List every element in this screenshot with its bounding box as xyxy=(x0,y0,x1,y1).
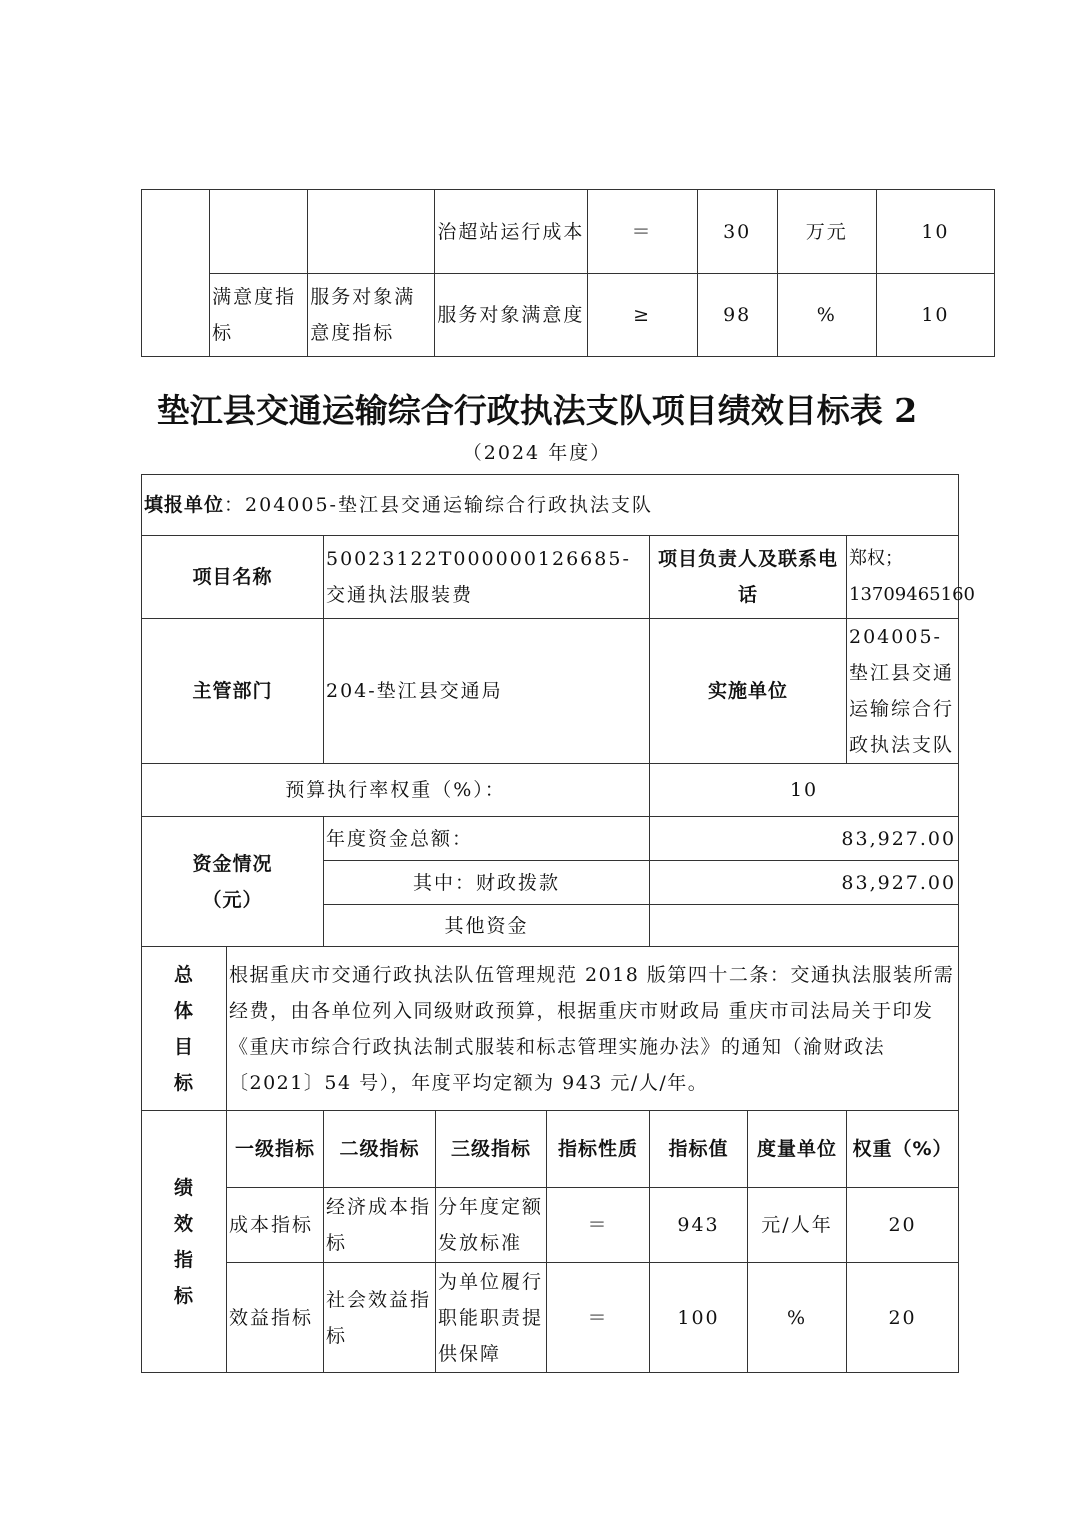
first-indicator: 效益指标 xyxy=(227,1263,324,1373)
second-indicator: 社会效益指标 xyxy=(324,1263,436,1373)
second-indicator: 经济成本指标 xyxy=(324,1188,436,1263)
contact-label: 项目负责人及联系电话 xyxy=(650,536,847,619)
table-row xyxy=(142,764,959,817)
perf-label-char: 效 xyxy=(173,1212,194,1235)
performance-table xyxy=(141,474,975,1373)
first-indicator: 满意度指标 xyxy=(210,274,308,357)
blank-cell xyxy=(210,190,308,274)
page-subtitle: （2024 年度） xyxy=(462,442,612,464)
table-row xyxy=(142,947,959,1111)
table-row xyxy=(142,817,959,861)
table-row xyxy=(142,1111,959,1188)
third-indicator: 分年度定额发放标准 xyxy=(436,1188,547,1263)
table-row xyxy=(142,619,959,764)
goal-label-char: 目 xyxy=(173,1035,194,1058)
page-title: 垫江县交通运输综合行政执法支队项目绩效目标表 2 xyxy=(156,391,918,430)
table-row xyxy=(142,536,959,619)
col-header: 二级指标 xyxy=(324,1111,436,1188)
impl-label: 实施单位 xyxy=(650,619,847,764)
funds-fiscal-label: 其中：财政拨款 xyxy=(324,861,650,905)
fill-unit-cell xyxy=(142,475,959,536)
blank-cell xyxy=(142,190,210,357)
indicator-value: 30 xyxy=(697,190,777,274)
impl-value: 204005-垫江县交通运输综合行政执法支队 xyxy=(847,619,959,764)
perf-label xyxy=(142,1111,227,1373)
goal-text: 根据重庆市交通行政执法队伍管理规范 2018 版第四十二条：交通执法服装所需经费，由各单位列入同级财政预算，根据重庆市财政局 重庆市司法局关于印发《重庆市综合行政执法制式服装和标志管理实施办法》的通知（渝财政法〔2021〕54 号），年度平均定额为 943 元/人/年。 xyxy=(227,947,959,1111)
fill-unit-value: ：204005-垫江县交通运输综合行政执法支队 xyxy=(224,494,653,516)
dept-value: 204-垫江县交通局 xyxy=(324,619,650,764)
exec-rate-value: 10 xyxy=(650,764,959,817)
measure-unit: % xyxy=(748,1263,847,1373)
third-indicator: 为单位履行职能职责提供保障 xyxy=(436,1263,547,1373)
goal-label xyxy=(142,947,227,1111)
fill-unit-label: 填报单位 xyxy=(144,494,225,516)
funds-other-value xyxy=(650,905,959,947)
project-name-label: 项目名称 xyxy=(142,536,324,619)
blank-cell xyxy=(308,190,435,274)
indicator-value: 100 xyxy=(650,1263,748,1373)
col-header: 一级指标 xyxy=(227,1111,324,1188)
first-indicator: 成本指标 xyxy=(227,1188,324,1263)
col-header: 指标值 xyxy=(650,1111,748,1188)
second-indicator: 服务对象满意度指标 xyxy=(308,274,435,357)
indicator-nature: ＝ xyxy=(547,1188,650,1263)
third-indicator: 治超站运行成本 xyxy=(435,190,587,274)
indicator-value: 943 xyxy=(650,1188,748,1263)
project-name-value: 50023122T000000126685-交通执法服装费 xyxy=(324,536,650,619)
weight: 10 xyxy=(876,274,994,357)
measure-unit: % xyxy=(777,274,876,357)
col-header: 度量单位 xyxy=(748,1111,847,1188)
weight: 20 xyxy=(847,1263,959,1373)
indicator-value: 98 xyxy=(697,274,777,357)
continuation-table xyxy=(141,189,995,357)
third-indicator: 服务对象满意度 xyxy=(435,274,587,357)
funds-label: 资金情况（元） xyxy=(142,817,324,947)
goal-label-char: 总 xyxy=(173,963,194,986)
funds-fiscal-value: 83,927.00 xyxy=(650,861,959,905)
table-row xyxy=(142,190,995,274)
weight: 10 xyxy=(876,190,994,274)
funds-total-label: 年度资金总额： xyxy=(324,817,650,861)
indicator-nature: ≥ xyxy=(587,274,697,357)
indicator-nature: ＝ xyxy=(547,1263,650,1373)
weight: 20 xyxy=(847,1188,959,1263)
measure-unit: 元/人年 xyxy=(748,1188,847,1263)
goal-label-char: 标 xyxy=(173,1071,194,1094)
goal-label-char: 体 xyxy=(173,999,194,1022)
funds-total-value: 83,927.00 xyxy=(650,817,959,861)
dept-label: 主管部门 xyxy=(142,619,324,764)
perf-label-char: 指 xyxy=(173,1248,194,1271)
table-row xyxy=(142,1263,959,1373)
contact-value: 郑权；13709465160 xyxy=(847,536,959,619)
col-header: 三级指标 xyxy=(436,1111,547,1188)
table-row xyxy=(142,1188,959,1263)
funds-other-label: 其他资金 xyxy=(324,905,650,947)
perf-label-char: 标 xyxy=(173,1284,194,1307)
indicator-nature: ＝ xyxy=(587,190,697,274)
table-row xyxy=(142,274,995,357)
measure-unit: 万元 xyxy=(777,190,876,274)
table-row xyxy=(142,475,959,536)
col-header: 指标性质 xyxy=(547,1111,650,1188)
exec-rate-label: 预算执行率权重（%）： xyxy=(142,764,650,817)
perf-label-char: 绩 xyxy=(173,1176,194,1199)
col-header: 权重（%） xyxy=(847,1111,959,1188)
